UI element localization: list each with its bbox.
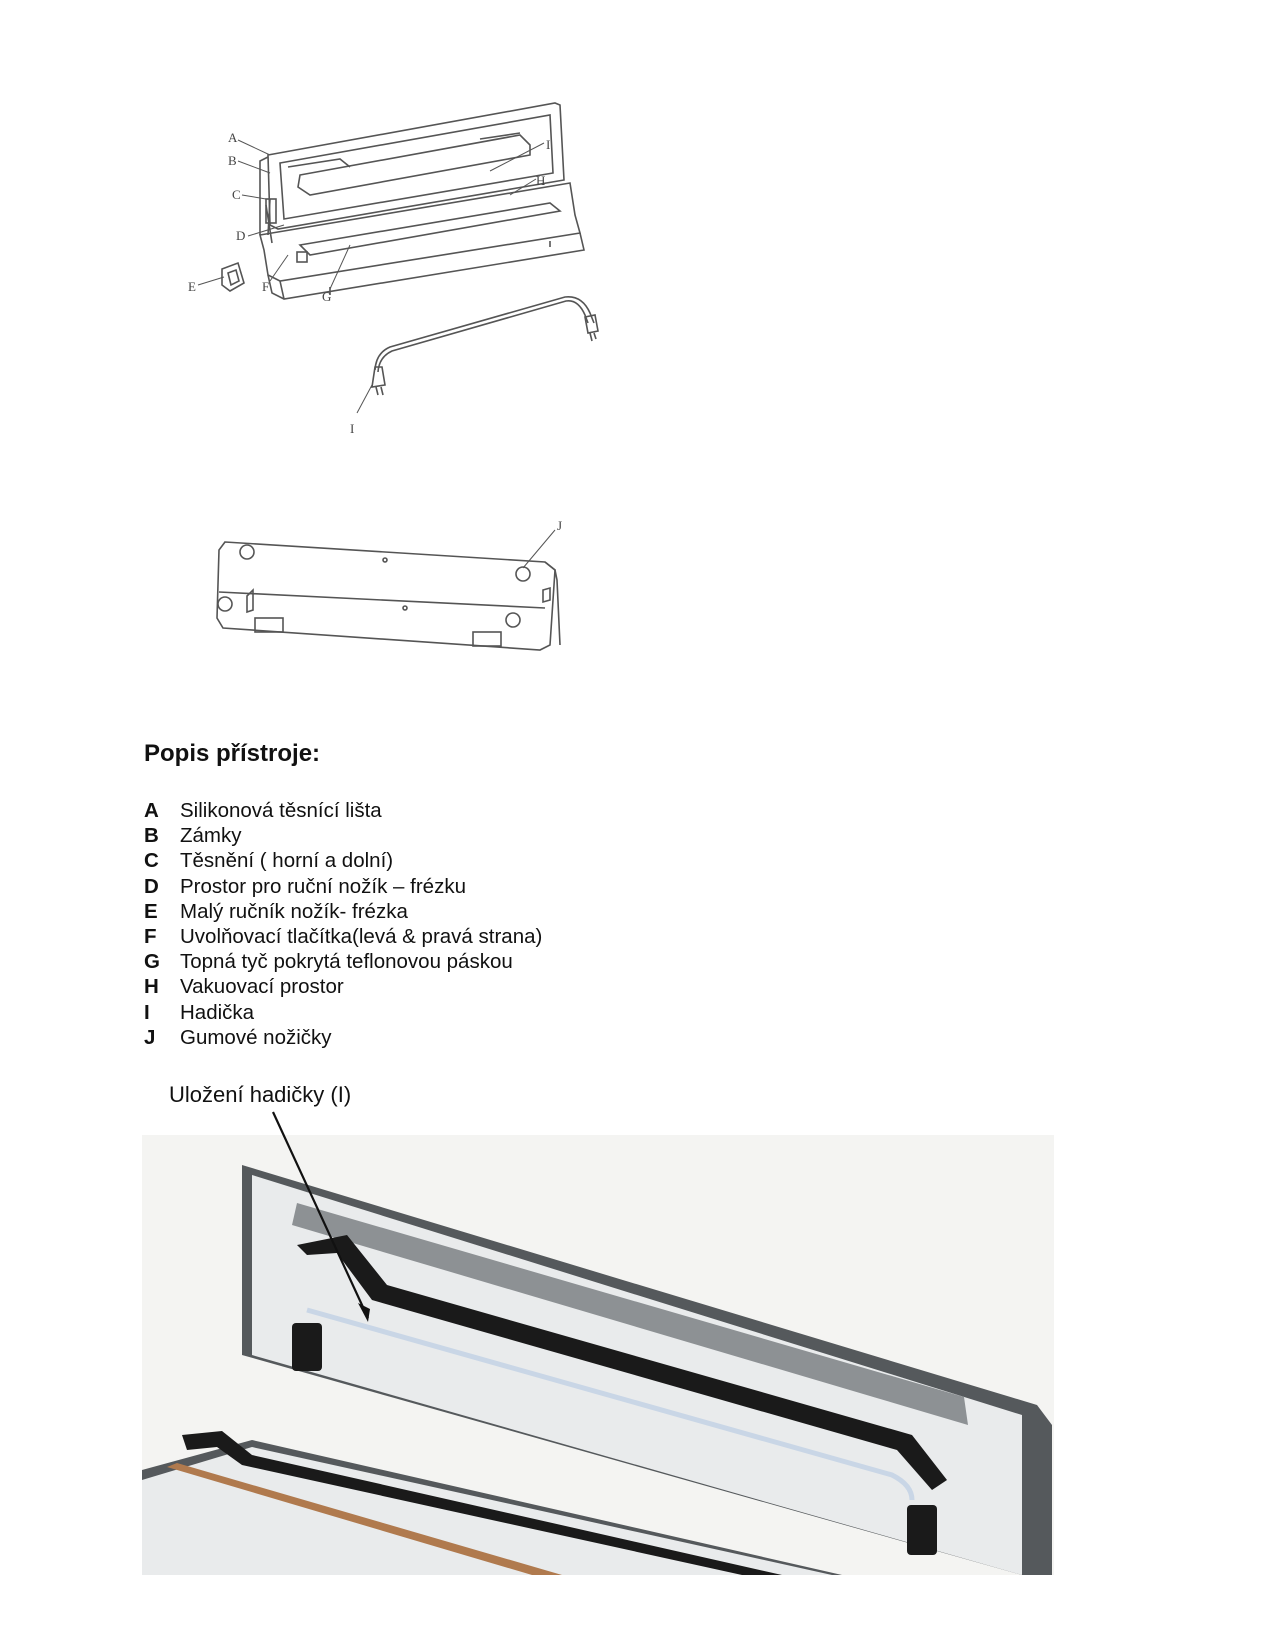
- part-key: F: [144, 925, 157, 949]
- part-key: C: [144, 849, 159, 873]
- part-key: E: [144, 899, 158, 923]
- exploded-view-diagram: [180, 95, 640, 445]
- section-title: Popis přístroje:: [144, 740, 321, 767]
- label-c: C: [232, 187, 241, 202]
- part-key: B: [144, 824, 159, 848]
- part-key: J: [144, 1025, 156, 1049]
- part-key: G: [144, 950, 160, 974]
- part-text: Uvolňovací tlačítka(levá & pravá strana): [180, 925, 543, 949]
- label-a: A: [228, 130, 238, 145]
- label-h: H: [536, 173, 546, 188]
- parts-list: [144, 798, 542, 1050]
- part-text: Topná tyč pokrytá teflonovou páskou: [180, 950, 513, 974]
- device-photo: [142, 1135, 1054, 1575]
- part-key: D: [144, 874, 159, 898]
- part-key: A: [144, 799, 159, 822]
- list-item: [144, 874, 542, 899]
- hose-clip-right: [907, 1505, 937, 1555]
- list-item: [144, 1000, 542, 1025]
- part-text: Hadička: [180, 1000, 255, 1024]
- part-text: Silikonová těsnící lišta: [180, 799, 382, 822]
- label-i-hose: I: [350, 421, 355, 436]
- photo-caption: Uložení hadičky (I): [169, 1082, 352, 1107]
- part-text: Těsnění ( horní a dolní): [180, 849, 394, 873]
- part-key: I: [144, 1000, 150, 1024]
- list-item: [144, 924, 542, 949]
- label-f: F: [262, 279, 270, 294]
- label-g: G: [322, 289, 332, 304]
- part-text: Vakuovací prostor: [180, 975, 344, 999]
- part-text: Malý ručník nožík- frézka: [180, 899, 408, 923]
- label-d: D: [236, 228, 246, 243]
- label-i-top: I: [546, 137, 551, 152]
- list-item: [144, 798, 542, 823]
- list-item: [144, 823, 542, 848]
- part-text: Zámky: [180, 824, 242, 848]
- bottom-view-diagram: [205, 500, 615, 690]
- label-j: J: [557, 518, 563, 533]
- hose-clip-left: [292, 1323, 322, 1371]
- list-item: [144, 899, 542, 924]
- part-key: H: [144, 975, 159, 999]
- label-b: B: [228, 153, 237, 168]
- part-text: Gumové nožičky: [180, 1025, 332, 1049]
- label-e: E: [188, 279, 196, 294]
- list-item: [144, 848, 542, 873]
- list-item: [144, 974, 542, 999]
- list-item: [144, 1025, 542, 1050]
- list-item: [144, 949, 542, 974]
- part-text: Prostor pro ruční nožík – frézku: [180, 874, 466, 898]
